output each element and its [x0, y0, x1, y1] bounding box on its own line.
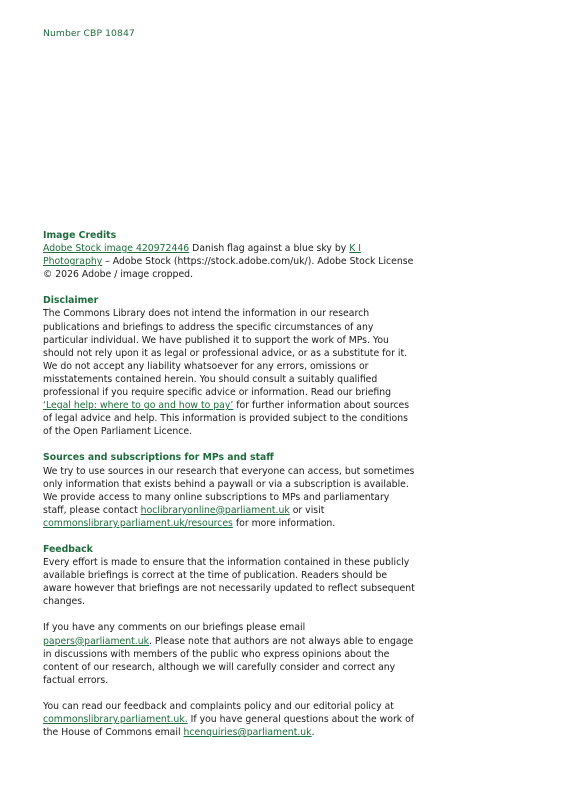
- sources-heading: Sources and subscriptions for MPs and staff: [43, 452, 274, 464]
- feedback-paragraph-3: [43, 700, 415, 739]
- image-credits-text-2: – Adobe Stock (https://stock.adobe.com/uk/). Adobe Stock License © 2026 Adobe / image cropped.: [43, 256, 414, 281]
- hc-enquiries-email-link[interactable]: hcenquiries@parliament.uk: [183, 727, 312, 739]
- sources-section: [43, 451, 415, 530]
- disclaimer-section: [43, 294, 415, 438]
- adobe-stock-image-link[interactable]: Adobe Stock image 420972446: [43, 243, 190, 255]
- sources-text: [43, 465, 415, 530]
- feedback-paragraph-2: [43, 621, 415, 686]
- briefing-number: Number CBP 10847: [43, 28, 135, 39]
- sources-text-3: for more information.: [232, 517, 336, 529]
- image-credits-heading: Image Credits: [43, 230, 117, 241]
- papers-email-link[interactable]: papers@parliament.uk: [43, 635, 150, 647]
- legal-help-briefing-link[interactable]: ‘Legal help: where to go and how to pay’: [43, 400, 234, 412]
- disclaimer-text: [43, 307, 415, 438]
- back-matter: [43, 229, 415, 739]
- disclaimer-text-2: for further information about sources of legal advice and help. This information is provided subject to the conditions of the Open Parliament Licence.: [43, 400, 410, 438]
- feedback-p2-text-2: . Please note that authors are not always able to engage in discussions with members of the public who express opinions about the content of our research, although we will carefully consider and correct any factual errors.: [43, 635, 414, 686]
- feedback-p3-text-2: If you have general questions about the work of the House of Commons email: [43, 714, 415, 739]
- image-credits-section: [43, 229, 415, 281]
- feedback-heading: Feedback: [43, 543, 93, 555]
- feedback-p3-text-1: You can read our feedback and complaints policy and our editorial policy at: [43, 700, 394, 712]
- photographer-link[interactable]: K I Photography: [43, 243, 362, 268]
- commons-library-link[interactable]: commonslibrary.parliament.uk.: [43, 714, 188, 725]
- library-online-email-link[interactable]: hoclibraryonline@parliament.uk: [140, 504, 290, 516]
- sources-text-2: or visit: [289, 504, 325, 516]
- feedback-p3-text-3: .: [311, 727, 315, 739]
- feedback-section: [43, 543, 415, 739]
- feedback-p2-text-1: If you have any comments on our briefings please email: [43, 622, 306, 634]
- sources-text-1: We try to use sources in our research that everyone can access, but sometimes only information that exists behind a paywall or via a subscription is available. We provide access to many online subscriptions to MPs and parliamentary staff, please contact: [43, 465, 415, 516]
- resources-link[interactable]: commonslibrary.parliament.uk/resources: [43, 517, 233, 529]
- image-credits-text-1: Danish flag against a blue sky by: [189, 243, 350, 255]
- disclaimer-text-1: The Commons Library does not intend the information in our research publications and briefings to address the specific circumstances of any particular individual. We have published it to support the work of MPs. You should not rely upon it as legal or professional advice, or as a substitute for it. We do not accept any liability whatsoever for any errors, omissions or misstatements contained herein. You should consult a suitably qualified professional if you require specific advice or information. Read our briefing: [43, 308, 408, 399]
- image-credits-text: [43, 242, 415, 281]
- feedback-paragraph-1: Every effort is made to ensure that the information contained in these publicly available briefings is correct at the time of publication. Readers should be aware however that briefings are not necessarily updated to reflect subsequent changes.: [43, 557, 415, 608]
- disclaimer-heading: Disclaimer: [43, 295, 99, 307]
